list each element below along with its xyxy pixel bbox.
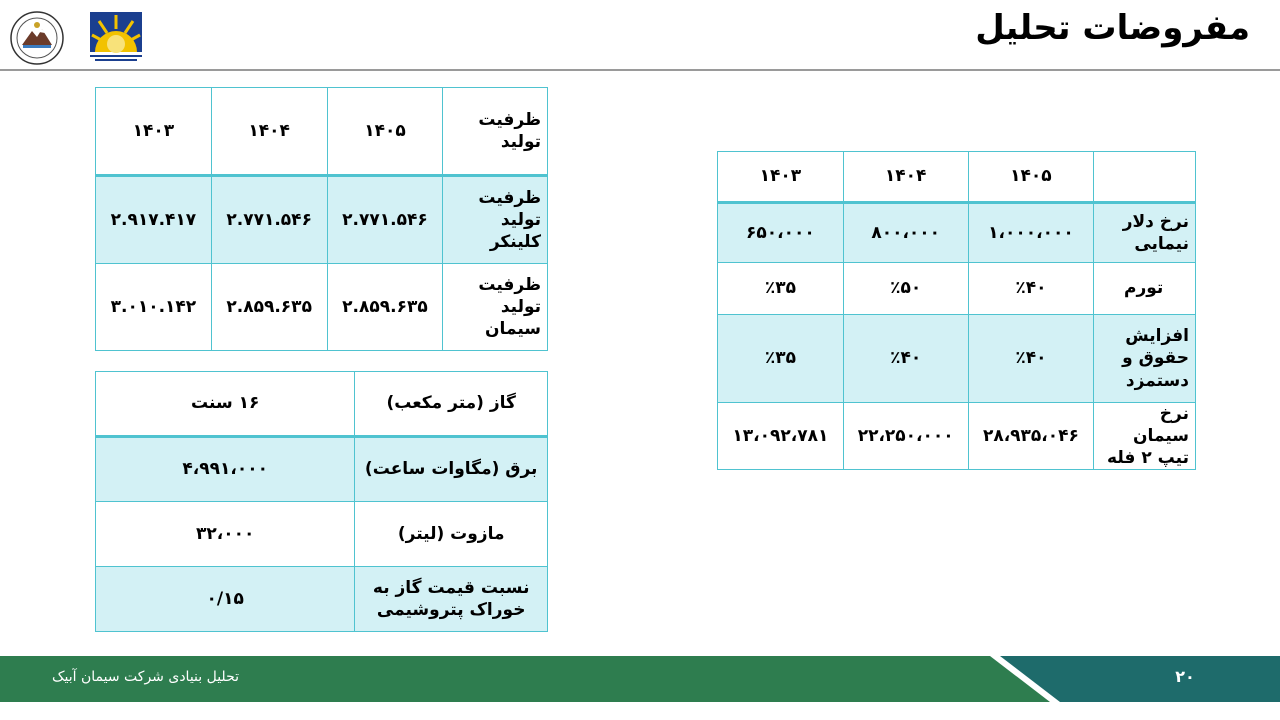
- macro-assumptions-table: [717, 151, 1196, 470]
- row-label: افزایش حقوق و دستمزد: [1094, 315, 1196, 403]
- table-cell: ۳۲،۰۰۰: [96, 502, 355, 567]
- table-cell: ۲۸،۹۳۵،۰۴۶: [968, 403, 1094, 470]
- row-label: تورم: [1094, 263, 1196, 315]
- table-cell: ٪۵۰: [843, 263, 968, 315]
- table-row: [718, 263, 1196, 315]
- table-row: [718, 203, 1196, 263]
- row-label: نرخ سیمان تیپ ۲ فله: [1094, 403, 1196, 470]
- table-cell: ۲.۹۱۷.۴۱۷: [96, 176, 212, 264]
- table-corner-cell: [1094, 152, 1196, 203]
- table-cell: ٪۴۰: [968, 263, 1094, 315]
- header-divider: [0, 69, 1280, 71]
- table-cell: ۱۶ سنت: [96, 372, 355, 437]
- table-cell: ٪۴۰: [843, 315, 968, 403]
- table-row: [96, 437, 548, 502]
- table-cell: ٪۳۵: [718, 315, 844, 403]
- table-cell: ۶۵۰،۰۰۰: [718, 203, 844, 263]
- year-header: ۱۴۰۵: [968, 152, 1094, 203]
- table-row: [718, 403, 1196, 470]
- row-label: ظرفیت تولید سیمان: [443, 264, 548, 351]
- table-row: [96, 176, 548, 264]
- table-header-row: [96, 88, 548, 176]
- year-header: ۱۴۰۴: [843, 152, 968, 203]
- page-title: مفروضات تحلیل: [975, 8, 1250, 48]
- table-cell: ٪۴۰: [968, 315, 1094, 403]
- row-label: نسبت قیمت گاز به خوراک پتروشیمی: [355, 567, 548, 632]
- table-cell: ۲.۸۵۹.۶۳۵: [211, 264, 327, 351]
- row-label: گاز (متر مکعب): [355, 372, 548, 437]
- production-capacity-table: [95, 87, 548, 351]
- page-number: ۲۰: [1175, 667, 1195, 686]
- table-cell: ۲۲،۲۵۰،۰۰۰: [843, 403, 968, 470]
- company-sun-logo: [89, 11, 143, 65]
- table-corner-cell: ظرفیت تولید: [443, 88, 548, 176]
- table-row: [96, 567, 548, 632]
- table-cell: ۸۰۰،۰۰۰: [843, 203, 968, 263]
- table-cell: ۴،۹۹۱،۰۰۰: [96, 437, 355, 502]
- row-label: ظرفیت تولید کلینکر: [443, 176, 548, 264]
- table-row: [96, 372, 548, 437]
- table-row: [718, 315, 1196, 403]
- row-label: برق (مگاوات ساعت): [355, 437, 548, 502]
- table-cell: ۲.۸۵۹.۶۳۵: [327, 264, 443, 351]
- table-cell: ۰/۱۵: [96, 567, 355, 632]
- year-header: ۱۴۰۳: [718, 152, 844, 203]
- energy-prices-table: [95, 371, 548, 632]
- insurance-emblem-logo: [10, 11, 64, 65]
- year-header: ۱۴۰۳: [96, 88, 212, 176]
- table-cell: ۳.۰۱۰.۱۴۲: [96, 264, 212, 351]
- table-cell: ۱،۰۰۰،۰۰۰: [968, 203, 1094, 263]
- table-cell: ۱۳،۰۹۲،۷۸۱: [718, 403, 844, 470]
- footer-company-text: تحلیل بنیادی شرکت سیمان آبیک: [52, 669, 240, 685]
- year-header: ۱۴۰۴: [211, 88, 327, 176]
- table-cell: ۲.۷۷۱.۵۴۶: [327, 176, 443, 264]
- row-label: مازوت (لیتر): [355, 502, 548, 567]
- year-header: ۱۴۰۵: [327, 88, 443, 176]
- table-cell: ۲.۷۷۱.۵۴۶: [211, 176, 327, 264]
- table-row: [96, 502, 548, 567]
- table-header-row: [718, 152, 1196, 203]
- row-label: نرخ دلار نیمایی: [1094, 203, 1196, 263]
- table-cell: ٪۳۵: [718, 263, 844, 315]
- table-row: [96, 264, 548, 351]
